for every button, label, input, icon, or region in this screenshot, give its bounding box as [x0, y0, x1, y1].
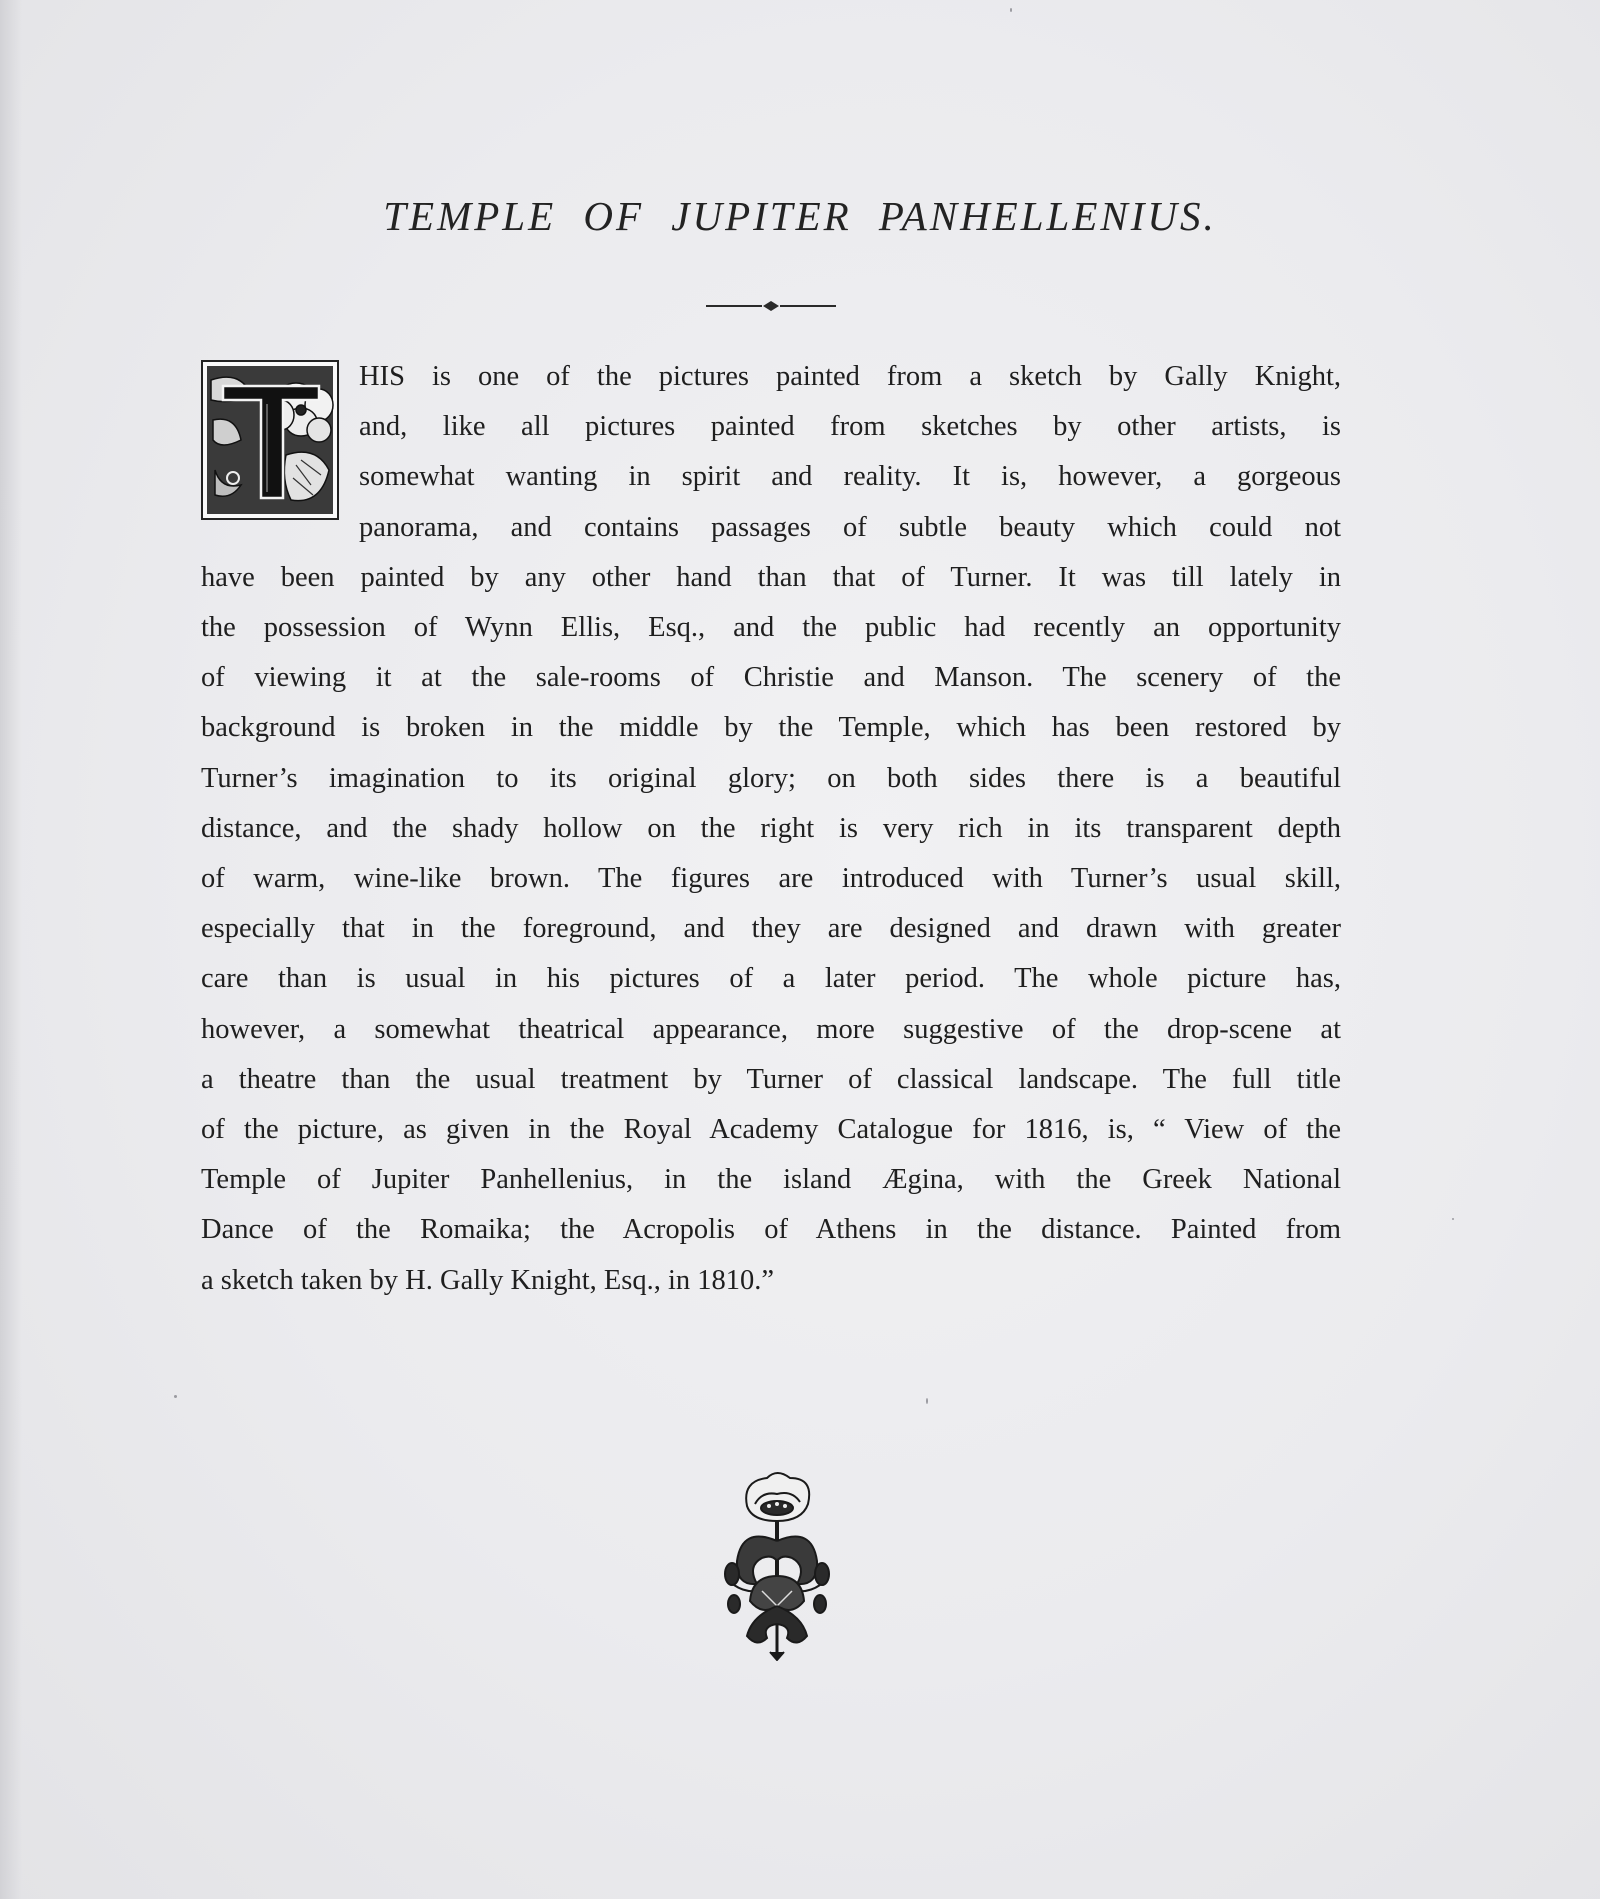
- text-line: the possession of Wynn Ellis, Esq., and the public had recently an opportunity: [201, 612, 1341, 644]
- page-title: TEMPLE OF JUPITER PANHELLENIUS.: [383, 193, 1217, 239]
- text-line: panorama, and contains passages of subtle beauty which could not: [359, 511, 1341, 543]
- text-line: of viewing it at the sale-rooms of Christie and Manson. The scenery of the: [201, 662, 1341, 694]
- text-line: of the picture, as given in the Royal Academy Catalogue for 1816, is, “ View of the: [201, 1114, 1341, 1146]
- text-line: Turner’s imagination to its original glory; on both sides there is a beautiful: [201, 762, 1341, 794]
- text-line: have been painted by any other hand than that of Turner. It was till lately in: [201, 561, 1341, 593]
- text-line: however, a somewhat theatrical appearance, more suggestive of the drop-scene at: [201, 1013, 1341, 1045]
- text-line: a sketch taken by H. Gally Knight, Esq., in 1810.”: [201, 1264, 775, 1296]
- text-line: care than is usual in his pictures of a later period. The whole picture has,: [201, 963, 1341, 995]
- body-paragraph: [201, 352, 1341, 1306]
- paper-speck: [926, 1398, 928, 1404]
- text-line: especially that in the foreground, and they are designed and drawn with greater: [201, 913, 1341, 945]
- text-line: somewhat wanting in spirit and reality. It is, however, a gorgeous: [359, 461, 1341, 493]
- text-line: a theatre than the usual treatment by Turner of classical landscape. The full title: [201, 1063, 1341, 1095]
- paper-speck: [174, 1395, 177, 1398]
- floral-initial-icon: [201, 360, 339, 520]
- text-line: and, like all pictures painted from sketches by other artists, is: [359, 411, 1341, 443]
- paper-speck: [1010, 8, 1012, 12]
- text-lines: [201, 352, 1341, 1306]
- page-edge-shadow: [0, 0, 22, 1899]
- text-line: Temple of Jupiter Panhellenius, in the island Ægina, with the Greek National: [201, 1164, 1341, 1196]
- poppy-fleuron-icon: [722, 1466, 832, 1661]
- text-line: background is broken in the middle by the Temple, which has been restored by: [201, 712, 1341, 744]
- rule-with-diamond-icon: [706, 296, 836, 316]
- paper-speck: [1452, 1218, 1454, 1220]
- text-line: of warm, wine-like brown. The figures are introduced with Turner’s usual skill,: [201, 863, 1341, 895]
- text-line: distance, and the shady hollow on the right is very rich in its transparent depth: [201, 812, 1341, 844]
- text-line: Dance of the Romaika; the Acropolis of Athens in the distance. Painted from: [201, 1214, 1341, 1246]
- text-line: HIS is one of the pictures painted from a sketch by Gally Knight,: [359, 361, 1341, 392]
